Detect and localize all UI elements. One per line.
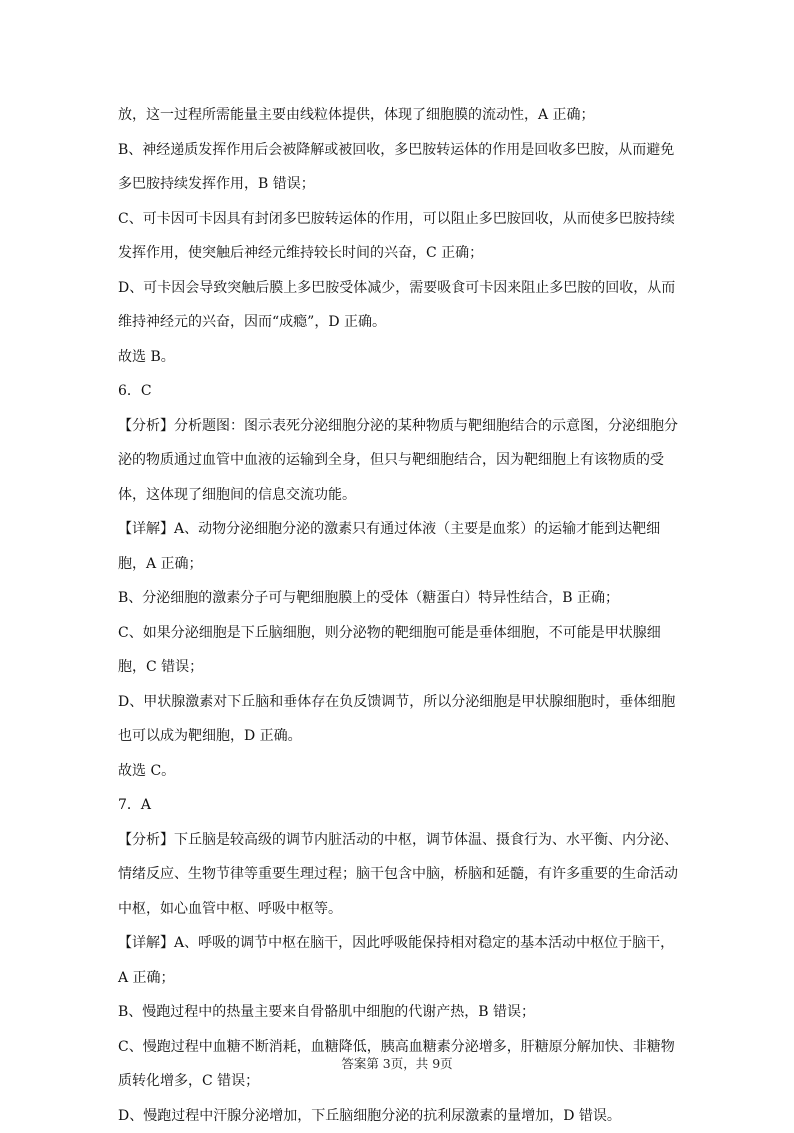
paragraph: C、如果分泌细胞是下丘脑细胞，则分泌物的靶细胞可能是垂体细胞，不可能是甲状腺细胞，C 错误； xyxy=(118,616,678,685)
answer-text-body xyxy=(118,98,678,1133)
paragraph: 【详解】A、动物分泌细胞分泌的激素只有通过体液（主要是血浆）的运输才能到达靶细胞，A 正确； xyxy=(118,512,678,581)
paragraph: 故选 B。 xyxy=(118,340,678,375)
paragraph: C、可卡因可卡因具有封闭多巴胺转运体的作用，可以阻止多巴胺回收，从而使多巴胺持续发挥作用，使突触后神经元维持较长时间的兴奋，C 正确； xyxy=(118,202,678,271)
paragraph: B、慢跑过程中的热量主要来自骨骼肌中细胞的代谢产热，B 错误； xyxy=(118,995,678,1030)
paragraph: 【详解】A、呼吸的调节中枢在脑干，因此呼吸能保持相对稳定的基本活动中枢位于脑干，A 正确； xyxy=(118,926,678,995)
page-footer: 答案第 3页，共 9页 xyxy=(0,1054,794,1072)
question-7-answer: 7．A xyxy=(118,788,678,823)
paragraph: D、慢跑过程中汗腺分泌增加，下丘脑细胞分泌的抗利尿激素的量增加，D 错误。 xyxy=(118,1099,678,1133)
paragraph: C、慢跑过程中血糖不断消耗，血糖降低，胰高血糖素分泌增多，肝糖原分解加快、非糖物质转化增多，C 错误； xyxy=(118,1030,678,1099)
paragraph: D、甲状腺激素对下丘脑和垂体存在负反馈调节，所以分泌细胞是甲状腺细胞时，垂体细胞也可以成为靶细胞，D 正确。 xyxy=(118,685,678,754)
paragraph: D、可卡因会导致突触后膜上多巴胺受体减少，需要吸食可卡因来阻止多巴胺的回收，从而维持神经元的兴奋，因而“成瘾”，D 正确。 xyxy=(118,271,678,340)
paragraph: 【分析】分析题图：图示表死分泌细胞分泌的某种物质与靶细胞结合的示意图，分泌细胞分泌的物质通过血管中血液的运输到全身，但只与靶细胞结合，因为靶细胞上有该物质的受体，这体现了细胞间的信息交流功能。 xyxy=(118,409,678,513)
question-6-answer: 6．C xyxy=(118,374,678,409)
paragraph: B、神经递质发挥作用后会被降解或被回收，多巴胺转运体的作用是回收多巴胺，从而避免多巴胺持续发挥作用，B 错误； xyxy=(118,133,678,202)
paragraph: 故选 C。 xyxy=(118,754,678,789)
paragraph: 放，这一过程所需能量主要由线粒体提供，体现了细胞膜的流动性，A 正确； xyxy=(118,98,678,133)
paragraph: 【分析】下丘脑是较高级的调节内脏活动的中枢，调节体温、摄食行为、水平衡、内分泌、情绪反应、生物节律等重要生理过程；脑干包含中脑，桥脑和延髓，有许多重要的生命活动中枢，如心血管中枢、呼吸中枢等。 xyxy=(118,823,678,927)
paragraph: B、分泌细胞的激素分子可与靶细胞膜上的受体（糖蛋白）特异性结合，B 正确； xyxy=(118,581,678,616)
